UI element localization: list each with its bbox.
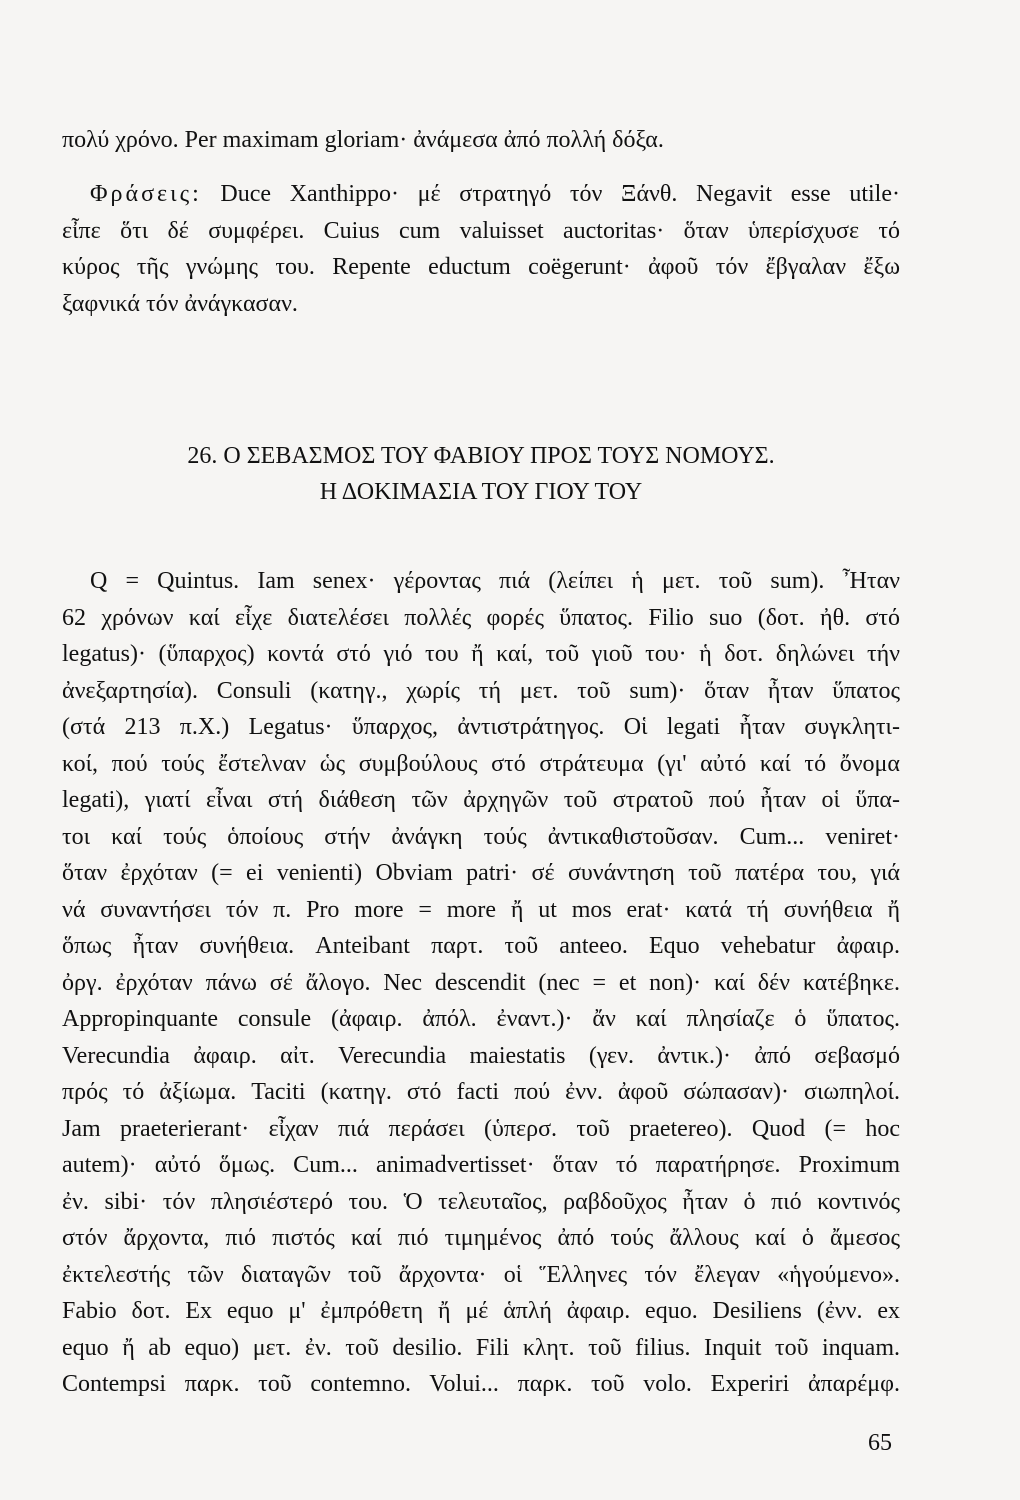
text-line: ὅταν ἐρχόταν (= ei venienti) Obviam patri· σέ συνάντηση τοῦ πατέρα του, γιά [62, 860, 900, 886]
text-line: equo ἤ ab equo) μετ. ἐν. τοῦ desilio. Fili κλητ. τοῦ filius. Inquit τοῦ inquam. [62, 1334, 900, 1361]
text-line: legati), γιατί εἶναι στή διάθεση τῶν ἀρχηγῶν τοῦ στρατοῦ πού ἦταν οἱ ὕπα- [62, 787, 900, 813]
text-line: Verecundia ἀφαιρ. αἰτ. Verecundia maiestatis (γεν. ἀντικ.)· ἀπό σεβασμό [62, 1042, 900, 1069]
commentary-paragraph [62, 563, 900, 1403]
text-line: νά συναντήσει τόν π. Pro more = more ἤ ut mos erat· κατά τή συνήθεια ἤ [62, 896, 900, 923]
phrases-label: Φράσεις: [90, 181, 202, 207]
text-line: στόν ἄρχοντα, πιό πιστός καί πιό τιμημένος ἀπό τούς ἄλλους καί ὁ ἄμεσος [62, 1225, 900, 1251]
page-number: 65 [868, 1430, 892, 1456]
text-line: ὀργ. ἐρχόταν πάνω σέ ἄλογο. Nec descendit (nec = et non)· καί δέν κατέβηκε. [62, 969, 900, 996]
text-line: ὅπως ἦταν συνήθεια. Anteibant παρτ. τοῦ anteeo. Equo vehebatur ἀφαιρ. [62, 933, 900, 959]
phrases-paragraph [62, 176, 900, 322]
text-line: Q = Quintus. Iam senex· γέροντας πιά (λείπει ἡ μετ. τοῦ sum). Ἦταν [90, 568, 900, 594]
text-line: 62 χρόνων καί εἶχε διατελέσει πολλές φορές ὕπατος. Filio suo (δοτ. ἠθ. στό [62, 604, 900, 631]
text-line [62, 176, 900, 213]
text-line: εἶπε ὅτι δέ συμφέρει. Cuius cum valuisset auctoritas· ὅταν ὑπερίσχυσε τό [62, 217, 900, 244]
text-line: (στά 213 π.Χ.) Legatus· ὕπαρχος, ἀντιστράτηγος. Οἱ legati ἦταν συγκλητι- [62, 714, 900, 740]
text-line: ἀνεξαρτησία). Consuli (κατηγ., χωρίς τή μετ. τοῦ sum)· ὅταν ἦταν ὕπατος [62, 677, 901, 704]
text-line: ξαφνικά τόν ἀνάγκασαν. [62, 290, 298, 317]
text-line: Contempsi παρκ. τοῦ contemno. Volui... παρκ. τοῦ volo. Experiri ἀπαρέμφ. [62, 1371, 900, 1397]
phrases-line1-text: Duce Xanthippo· μέ στρατηγό τόν Ξάνθ. Negavit esse utile· [201, 181, 900, 207]
text-line: Appropinquante consule (ἀφαιρ. ἀπόλ. ἐναντ.)· ἄν καί πλησίαζε ὁ ὕπατος. [62, 1006, 900, 1032]
text-line: κοί, πού τούς ἔστελναν ὡς συμβούλους στό στράτευμα (γι' αὐτό καί τό ὄνομα [62, 750, 900, 777]
section-heading [62, 438, 900, 510]
text-line: κύρος τῆς γνώμης του. Repente eductum coëgerunt· ἀφοῦ τόν ἔβγαλαν ἔξω [62, 254, 900, 280]
text-line: Fabio δοτ. Ex equo μ' ἐμπρόθετη ἤ μέ ἁπλή ἀφαιρ. equo. Desiliens (ἐνν. ex [62, 1298, 900, 1324]
text-line: legatus)· (ὕπαρχος) κοντά στό γιό του ἤ καί, τοῦ γιοῦ του· ἡ δοτ. δηλώνει τήν [62, 641, 900, 667]
text-line: πολύ χρόνο. Per maximam gloriam· ἀνάμεσα ἀπό πολλή δόξα. [62, 127, 664, 153]
text-line: autem)· αὐτό ὅμως. Cum... animadvertisset· ὅταν τό παρατήρησε. Proximum [62, 1152, 900, 1178]
text-line: ἐν. sibi· τόν πλησιέστερό του. Ὁ τελευταῖος, ραβδοῦχος ἦταν ὁ πιό κοντινός [62, 1188, 900, 1215]
text-line: Jam praeterierant· εἶχαν πιά περάσει (ὑπερσ. τοῦ praetereo). Quod (= hoc [62, 1115, 900, 1142]
text-line: πρός τό ἀξίωμα. Taciti (κατηγ. στό facti πού ἐνν. ἀφοῦ σώπασαν)· σιωπηλοί. [62, 1079, 900, 1105]
heading-line: Η ΔΟΚΙΜΑΣΙΑ ΤΟΥ ΓΙΟΥ ΤΟΥ [319, 479, 643, 505]
text-line: ἐκτελεστής τῶν διαταγῶν τοῦ ἄρχοντα· οἱ Ἕλληνες τόν ἔλεγαν «ἡγούμενο». [62, 1261, 900, 1288]
heading-line: 26. Ο ΣΕΒΑΣΜΟΣ ΤΟΥ ΦΑΒΙΟΥ ΠΡΟΣ ΤΟΥΣ ΝΟΜΟΥΣ. [187, 443, 775, 469]
text-line: τοι καί τούς ὁποίους στήν ἀνάγκη τούς ἀντικαθιστοῦσαν. Cum... veniret· [62, 823, 900, 850]
top-paragraph [62, 122, 900, 159]
